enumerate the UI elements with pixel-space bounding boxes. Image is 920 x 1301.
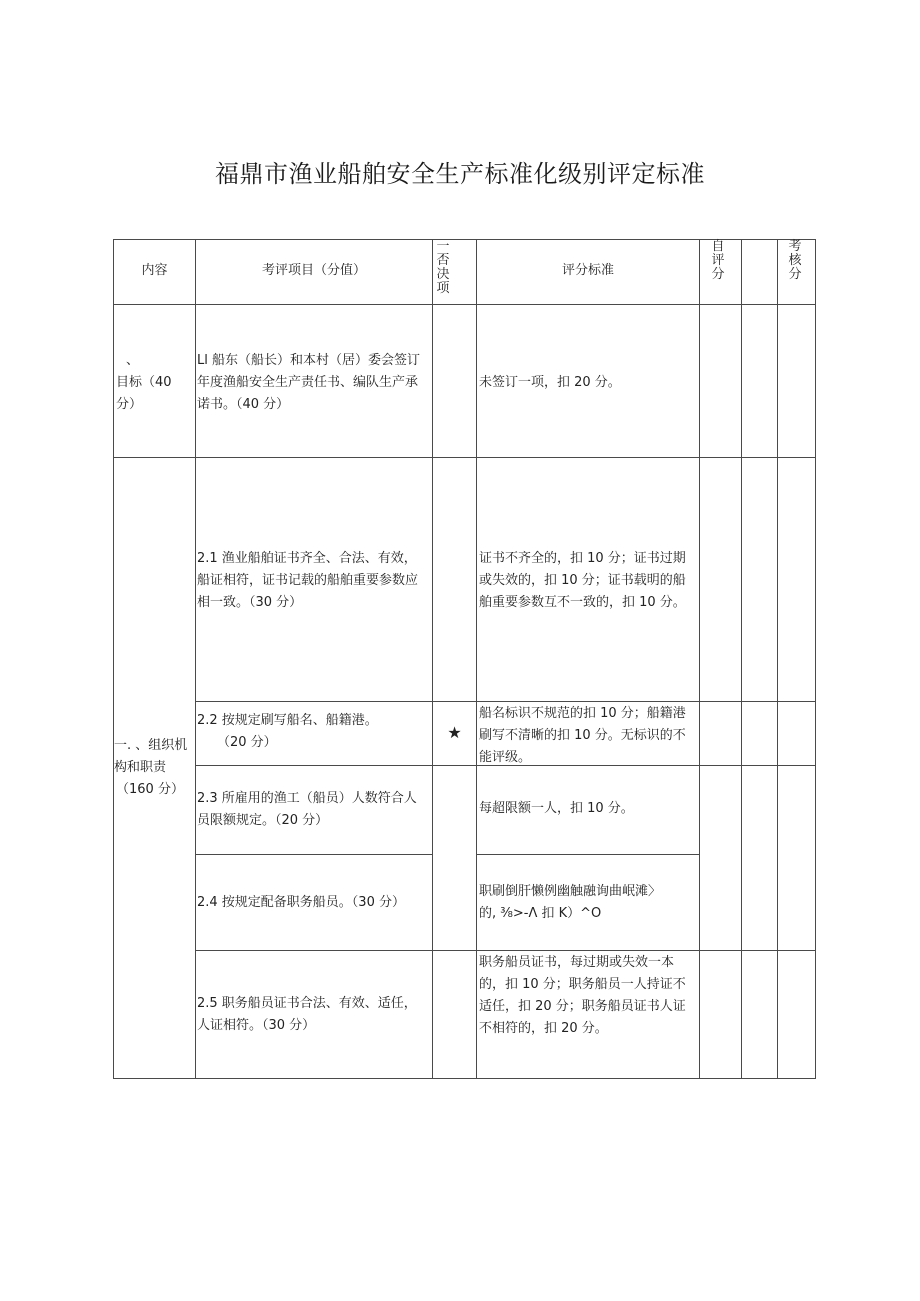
row24-standard xyxy=(479,881,699,925)
section2-content-line: 一. 、组织机 xyxy=(114,738,188,753)
header-review-char: 考 xyxy=(788,239,802,254)
page-title: 福鼎市渔业船舶安全生产标准化级别评定标准 xyxy=(215,160,705,188)
row21-standard-line: 证书不齐全的，扣 10 分；证书过期 xyxy=(479,551,686,566)
section1-item-line: Ll 船东（船长）和本村（居）委会签订 xyxy=(197,353,420,368)
row25-item-line: 2.5 职务船员证书合法、有效、适任， xyxy=(197,996,417,1011)
row21-item-line: 2.1 渔业船舶证书齐全、合法、有效， xyxy=(197,551,417,566)
col-divider-blank xyxy=(777,239,778,1079)
row23-item-line: 员限额规定。（20 分） xyxy=(197,813,329,828)
section1-item xyxy=(197,350,433,416)
header-review-char: 分 xyxy=(788,267,802,282)
row22-standard-line: 能评级。 xyxy=(479,750,532,765)
header-item: 考评项目（分值） xyxy=(261,263,366,278)
row25-standard-line: 不相符的，扣 20 分。 xyxy=(479,1021,608,1036)
section1-standard: 未签订一项，扣 20 分。 xyxy=(479,375,621,390)
header-veto xyxy=(433,240,453,296)
section2-content-line: 构和职责 xyxy=(114,760,167,775)
row25-item-line: 人证相符。（30 分） xyxy=(197,1018,316,1033)
section1-content-line: 、 xyxy=(126,353,140,368)
table-border-left xyxy=(113,239,114,1079)
row21-item-line: 相一致。（30 分） xyxy=(197,595,303,610)
section1-content-line: 目标（40 xyxy=(116,375,172,390)
row22-item xyxy=(197,710,433,754)
header-standard: 评分标准 xyxy=(561,263,614,278)
header-veto-char: 项 xyxy=(436,281,450,296)
row23-item xyxy=(197,788,433,832)
row21-item xyxy=(197,548,433,614)
section1-divider xyxy=(113,457,816,458)
col-divider-content xyxy=(195,239,196,1079)
section1-item-line: 年度渔船安全生产责任书、编队生产承 xyxy=(197,375,419,390)
row23-item-line: 2.3 所雇用的渔工（船员）人数符合人 xyxy=(197,791,417,806)
col-divider-standard xyxy=(699,239,700,1079)
row22-item-line: 2.2 按规定刷写船名、船籍港。 xyxy=(197,713,378,728)
row22-standard-line: 船名标识不规范的扣 10 分；船籍港 xyxy=(479,706,686,721)
row24-item-line: 2.4 按规定配备职务船员。（30 分） xyxy=(197,895,405,910)
row21-standard-line: 或失效的，扣 10 分；证书载明的船 xyxy=(479,573,686,588)
header-veto-char: 决 xyxy=(436,267,450,282)
header-self-char: 评 xyxy=(711,253,725,268)
table-border-bottom xyxy=(113,1078,816,1079)
row24-standard-line: 职刷倒肝懒例幽触融询曲岷滩〉 xyxy=(479,884,662,899)
row21-item-line: 船证相符，证书记载的船舶重要参数应 xyxy=(197,573,419,588)
header-self-char: 分 xyxy=(711,267,725,282)
section1-content-line: 分） xyxy=(116,397,143,412)
section1-content xyxy=(116,350,194,416)
row23-standard xyxy=(479,798,699,820)
col-divider-veto xyxy=(476,239,477,1079)
row21-standard xyxy=(479,548,699,614)
header-veto-char: 否 xyxy=(436,253,450,268)
row24-divider xyxy=(196,950,816,951)
header-self-score xyxy=(708,240,728,282)
row25-standard xyxy=(479,952,699,1040)
row25-item xyxy=(197,993,433,1037)
row25-standard-line: 的，扣 10 分；职务船员一人持证不 xyxy=(479,977,686,992)
row22-item-line: （20 分） xyxy=(217,735,277,750)
section2-content xyxy=(114,735,195,801)
header-veto-char: 一 xyxy=(436,239,450,254)
veto-star-icon: ★ xyxy=(447,723,462,742)
row25-standard-line: 职务船员证书，每过期或失效一本 xyxy=(479,955,675,970)
row23-divider-standard xyxy=(476,854,699,855)
row22-standard-line: 刷写不清晰的扣 10 分。无标识的不 xyxy=(479,728,686,743)
col-divider-self xyxy=(741,239,742,1079)
header-content: 内容 xyxy=(141,263,168,278)
header-divider xyxy=(113,304,816,305)
row23-standard-line: 每超限额一人，扣 10 分。 xyxy=(479,801,634,816)
table-border-right xyxy=(815,239,816,1079)
header-review-char: 核 xyxy=(788,253,802,268)
section1-item-line: 诺书。（40 分） xyxy=(197,397,290,412)
row24-standard-line: 的, ⅜>-Λ 扣 K）^O xyxy=(479,906,602,921)
section2-content-line: （160 分） xyxy=(116,782,184,797)
row21-divider xyxy=(196,701,816,702)
header-self-char: 自 xyxy=(711,239,725,254)
row24-item xyxy=(197,892,433,914)
row22-standard xyxy=(479,703,699,769)
row21-standard-line: 舶重要参数互不一致的，扣 10 分。 xyxy=(479,595,686,610)
header-review-score xyxy=(785,240,805,282)
row25-standard-line: 适任，扣 20 分；职务船员证书人证 xyxy=(479,999,686,1014)
row23-divider-item xyxy=(196,854,433,855)
